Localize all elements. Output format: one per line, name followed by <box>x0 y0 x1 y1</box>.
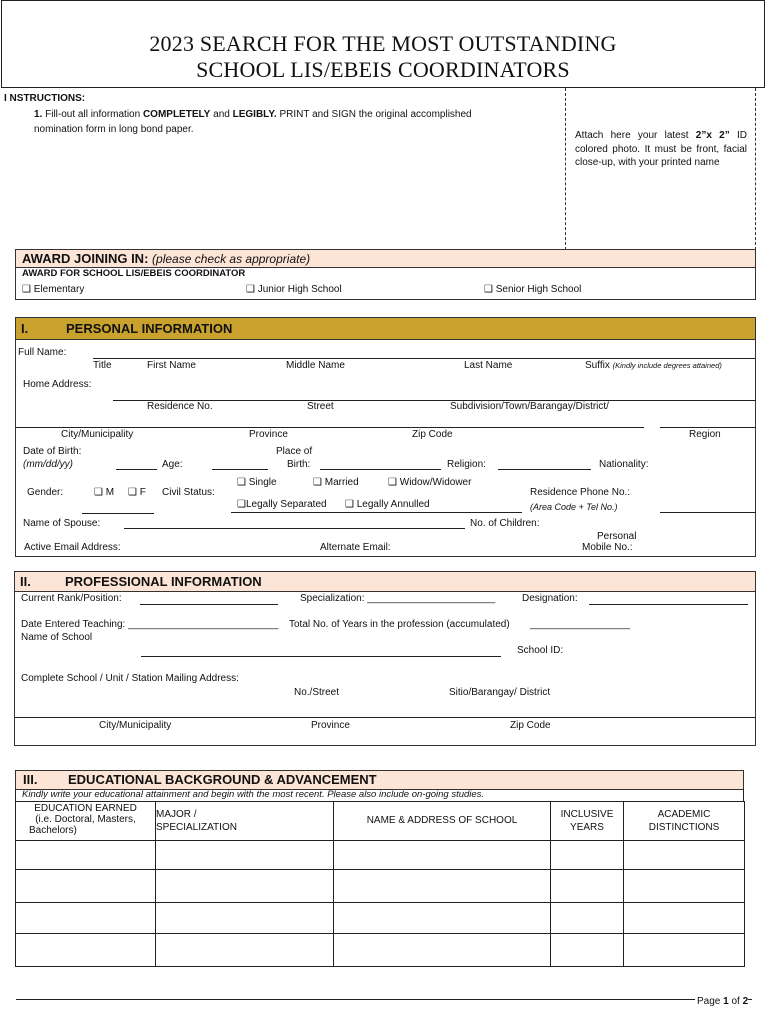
col4-line-a: INCLUSIVE <box>560 809 614 820</box>
subdivision-label: Subdivision/Town/Barangay/District/ <box>450 401 609 412</box>
city-label: City/Municipality <box>61 429 134 440</box>
prof-province-label: Province <box>311 720 350 731</box>
page-total: 2 <box>742 996 749 1007</box>
instructions-item-1 <box>34 109 472 120</box>
designation-label: Designation: <box>522 593 578 604</box>
award-section <box>15 249 756 300</box>
table-row <box>16 870 745 903</box>
instructions-line2: nomination form in long bond paper. <box>34 124 194 135</box>
age-label: Age: <box>162 459 183 470</box>
award-subheading: AWARD FOR SCHOOL LIS/EBEIS COORDINATOR <box>22 268 246 279</box>
home-address-label: Home Address: <box>23 379 92 390</box>
region-label: Region <box>689 429 721 440</box>
table-cell[interactable] <box>624 903 745 934</box>
status-married[interactable] <box>313 477 359 488</box>
full-name-line[interactable] <box>93 358 755 359</box>
personal-band <box>16 318 755 340</box>
table-cell[interactable] <box>334 870 551 903</box>
photo-text-c: ID colored photo. It must be front, facial close-up, with your printed name <box>575 130 747 168</box>
table-row <box>16 903 745 934</box>
professional-num: II. <box>20 574 31 589</box>
title-label: Title <box>93 360 112 371</box>
checkbox-icon[interactable]: ❑ <box>345 499 354 510</box>
residence-no-label: Residence No. <box>147 401 213 412</box>
legally-separated-label: Legally Separated <box>245 499 327 510</box>
award-label-text: AWARD JOINING IN: <box>22 251 149 266</box>
prof-zip-label: Zip Code <box>510 720 551 731</box>
col5-line-b: DISTINCTIONS <box>648 822 720 833</box>
date-entered-label: Date Entered Teaching: ___________________________ <box>21 619 279 630</box>
last-name-label: Last Name <box>464 360 513 371</box>
zip-label: Zip Code <box>412 429 453 440</box>
checkbox-icon[interactable]: ❑ <box>237 499 246 510</box>
col3-label: NAME & ADDRESS OF SCHOOL <box>366 815 518 826</box>
page-number <box>695 996 748 1007</box>
alt-email-label: Alternate Email: <box>320 542 391 553</box>
table-row <box>16 934 745 967</box>
education-section <box>15 770 744 790</box>
res-phone-label: Residence Phone No.: <box>530 487 631 498</box>
form-title-line2: SCHOOL LIS/EBEIS COORDINATORS <box>196 57 570 82</box>
rank-label: Current Rank/Position: <box>21 593 122 604</box>
region-line[interactable] <box>660 427 756 428</box>
checkbox-icon[interactable]: ❑ <box>484 284 493 295</box>
table-cell[interactable] <box>624 870 745 903</box>
col1-line-a: EDUCATION EARNED <box>34 803 137 814</box>
footer-rule <box>16 999 752 1000</box>
table-cell[interactable] <box>334 841 551 870</box>
checkbox-icon[interactable]: ❑ <box>246 284 255 295</box>
option-label: Elementary <box>33 284 85 295</box>
suffix-text: Suffix <box>585 360 610 371</box>
col1-line-c: Bachelors) <box>29 825 77 836</box>
page-text-b: of <box>728 996 743 1007</box>
full-name-label: Full Name: <box>18 347 67 358</box>
col-education-earned <box>16 802 156 841</box>
mobile-label: Mobile No.: <box>582 542 633 553</box>
mailing-address-label: Complete School / Unit / Station Mailing Address: <box>21 673 239 684</box>
personal-title: PERSONAL INFORMATION <box>66 321 233 336</box>
instr-text-c: and <box>210 109 233 120</box>
award-band <box>16 250 755 268</box>
col5-line-a: ACADEMIC <box>657 809 711 820</box>
street-label: Street <box>307 401 334 412</box>
dob-format: (mm/dd/yy) <box>23 459 73 470</box>
education-band <box>16 771 743 790</box>
checkbox-icon[interactable]: ❑ <box>313 477 322 488</box>
col2-line-b: SPECIALIZATION <box>156 822 237 833</box>
col4-wrap <box>551 808 623 834</box>
school-name-line[interactable] <box>141 656 501 657</box>
table-cell[interactable] <box>16 841 156 870</box>
option-label: Senior High School <box>495 284 582 295</box>
status-single[interactable] <box>237 477 277 488</box>
table-cell[interactable] <box>334 934 551 967</box>
suffix-label <box>585 360 722 371</box>
col2-wrap <box>156 808 333 834</box>
rank-line[interactable] <box>140 604 278 605</box>
table-cell[interactable] <box>624 934 745 967</box>
city-line[interactable] <box>16 427 644 428</box>
prof-city-label: City/Municipality <box>99 720 172 731</box>
sitio-label: Sitio/Barangay/ District <box>449 687 551 698</box>
edu-border-right <box>743 789 744 801</box>
civil-status-label: Civil Status: <box>162 487 215 498</box>
col2-line-a: MAJOR / <box>156 809 197 820</box>
specialization-label: Specialization: _______________________ <box>300 593 496 604</box>
children-label: No. of Children: <box>470 518 540 529</box>
total-years-blank[interactable]: __________________ <box>530 619 631 630</box>
table-cell[interactable] <box>334 903 551 934</box>
col1-line-b: (i.e. Doctoral, Masters, <box>35 814 136 825</box>
civil-status-line[interactable] <box>231 512 522 513</box>
spouse-label: Name of Spouse: <box>23 518 101 529</box>
table-cell[interactable] <box>16 934 156 967</box>
table-cell[interactable] <box>156 870 334 903</box>
education-header-row <box>16 802 745 841</box>
religion-line[interactable] <box>498 469 591 470</box>
instr-text-d: LEGIBLY. <box>232 109 277 120</box>
province-label: Province <box>249 429 288 440</box>
name-of-school-label: Name of School <box>21 632 93 643</box>
personal-num: I. <box>21 321 29 336</box>
birth-label: Birth: <box>287 459 311 470</box>
professional-band <box>15 572 755 592</box>
no-street-label: No./Street <box>294 687 340 698</box>
photo-size: 2”x 2” <box>695 130 730 141</box>
award-option-jhs[interactable] <box>246 284 342 295</box>
male-label: M <box>105 487 115 498</box>
total-years-label: Total No. of Years in the profession (accumulated) <box>289 619 510 630</box>
col-inclusive-years <box>551 802 624 841</box>
widow-label: Widow/Widower <box>399 477 472 488</box>
table-cell[interactable] <box>16 903 156 934</box>
award-option-elementary[interactable] <box>22 284 84 295</box>
religion-label: Religion: <box>447 459 486 470</box>
education-title: EDUCATIONAL BACKGROUND & ADVANCEMENT <box>68 772 377 787</box>
education-num: III. <box>23 772 38 787</box>
col1-wrap <box>16 803 155 836</box>
checkbox-icon[interactable]: ❑ <box>22 284 31 295</box>
photo-attach-box <box>565 88 756 250</box>
instr-text-a: Fill-out all information <box>45 109 143 120</box>
age-line[interactable] <box>212 469 268 470</box>
spouse-line[interactable] <box>124 528 465 529</box>
table-cell[interactable] <box>551 841 624 870</box>
education-note: Kindly write your educational attainment and begin with the most recent. Please also include on-going studies. <box>22 789 485 800</box>
female-label: F <box>139 487 146 498</box>
place-of-label: Place of <box>276 446 313 457</box>
col4-line-b: YEARS <box>570 822 604 833</box>
gender-female[interactable] <box>128 487 146 498</box>
table-cell[interactable] <box>156 841 334 870</box>
item-number: 1. <box>34 109 43 120</box>
school-id-label: School ID: <box>517 645 564 656</box>
legally-annulled-label: Legally Annulled <box>356 499 430 510</box>
res-phone-note: (Area Code + Tel No.) <box>530 502 618 512</box>
checkbox-icon[interactable]: ❑ <box>94 487 103 498</box>
col-distinctions <box>624 802 745 841</box>
single-label: Single <box>248 477 277 488</box>
table-cell[interactable] <box>551 903 624 934</box>
col-school <box>334 802 551 841</box>
status-legally-separated[interactable] <box>237 499 327 510</box>
edu-border-left <box>15 789 16 801</box>
table-cell[interactable] <box>551 870 624 903</box>
instructions-heading: I NSTRUCTIONS: <box>4 93 86 104</box>
status-legally-annulled[interactable] <box>345 499 430 510</box>
award-note: (please check as appropriate) <box>152 252 311 266</box>
instr-text-b: COMPLETELY <box>142 109 211 120</box>
col-major <box>156 802 334 841</box>
education-table <box>15 801 745 967</box>
middle-name-label: Middle Name <box>286 360 345 371</box>
instr-text-e: PRINT and SIGN the original accomplished <box>276 109 472 120</box>
award-option-shs[interactable] <box>484 284 581 295</box>
table-cell[interactable] <box>16 870 156 903</box>
birthplace-line[interactable] <box>320 469 441 470</box>
photo-text-a: Attach here your latest <box>575 130 696 141</box>
table-cell[interactable] <box>551 934 624 967</box>
table-cell[interactable] <box>156 934 334 967</box>
page-current: 1 <box>723 996 729 1007</box>
status-widow[interactable] <box>388 477 471 488</box>
form-title-line1: 2023 SEARCH FOR THE MOST OUTSTANDING <box>149 31 617 56</box>
gender-line[interactable] <box>82 513 154 514</box>
gender-male[interactable] <box>94 487 114 498</box>
dob-label: Date of Birth: <box>23 446 82 457</box>
first-name-label: First Name <box>147 360 196 371</box>
designation-line[interactable] <box>589 604 748 605</box>
checkbox-icon[interactable]: ❑ <box>128 487 137 498</box>
page-text-a: Page <box>697 996 724 1007</box>
photo-instructions <box>575 129 747 170</box>
table-cell[interactable] <box>624 841 745 870</box>
personal-label: Personal <box>597 531 637 542</box>
mailing-address-line[interactable] <box>14 717 756 718</box>
col5-wrap <box>624 808 744 834</box>
nationality-label: Nationality: <box>599 459 649 470</box>
table-row <box>16 841 745 870</box>
res-phone-line[interactable] <box>660 512 756 513</box>
table-cell[interactable] <box>156 903 334 934</box>
professional-title: PROFESSIONAL INFORMATION <box>65 574 262 589</box>
gender-label: Gender: <box>27 487 64 498</box>
checkbox-icon[interactable]: ❑ <box>388 477 397 488</box>
award-label <box>22 251 310 266</box>
suffix-note: (Kindly include degrees attained) <box>612 361 722 370</box>
option-label: Junior High School <box>257 284 342 295</box>
married-label: Married <box>324 477 359 488</box>
dob-line[interactable] <box>116 469 157 470</box>
checkbox-icon[interactable]: ❑ <box>237 477 246 488</box>
email-label: Active Email Address: <box>24 542 121 553</box>
title-box <box>1 0 765 88</box>
